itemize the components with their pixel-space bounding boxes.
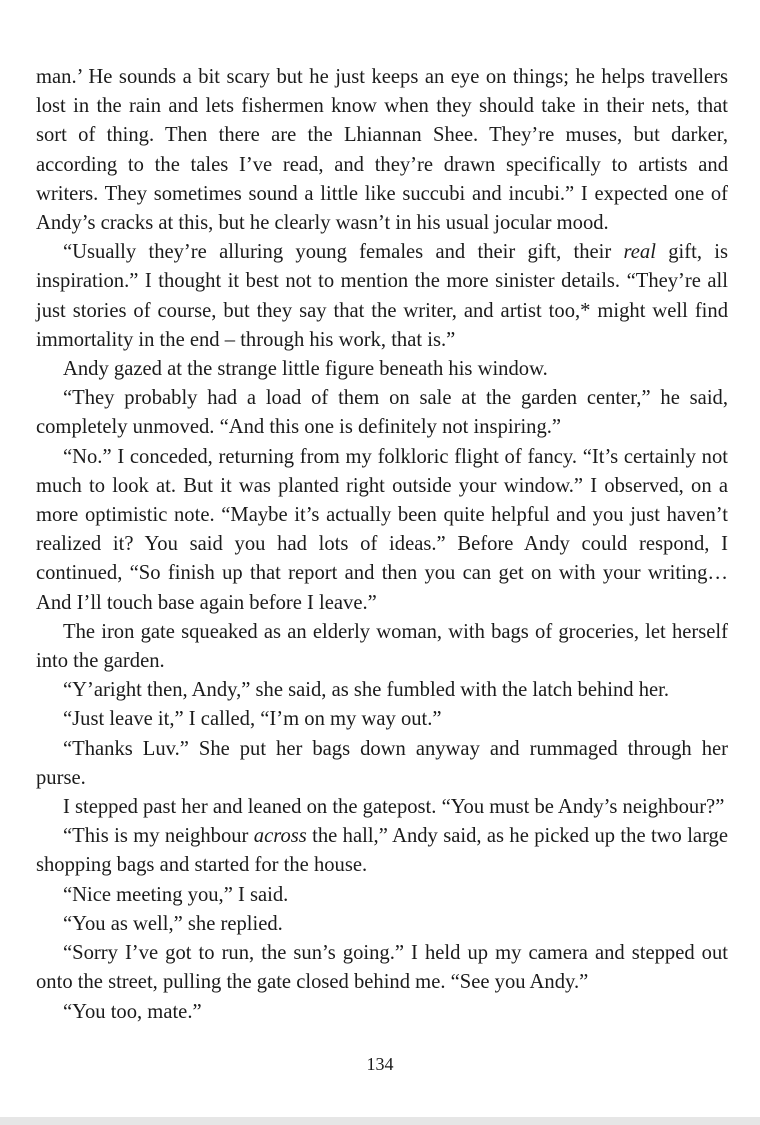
paragraph-5 [36,443,728,618]
emphasis-text: real [623,241,656,264]
paragraph-text: “Nice meeting you,” I said. [63,883,289,906]
paragraph-text: “Usually they’re alluring young females and their gift, their [63,241,624,264]
paragraph-text: “Sorry I’ve got to run, the sun’s going.” I held up my camera and stepped out onto the street, pulling the gate closed behind me. “See you Andy.” [36,942,728,994]
paragraph-text: the hall,” Andy said, as he picked up the two large shopping bags and started for the house. [36,825,728,877]
bottom-border [0,1117,760,1125]
paragraph-7 [36,676,728,705]
paragraph-text: “They probably had a load of them on sale at the garden center,” he said, completely unmoved. “And this one is definitely not inspiring.” [36,387,728,439]
paragraph-4 [36,384,728,442]
paragraph-15 [36,998,728,1027]
paragraph-text: The iron gate squeaked as an elderly woman, with bags of groceries, let herself into the garden. [36,620,728,673]
paragraph-text: “No.” I conceded, returning from my folkloric flight of fancy. “It’s certainly not much to look at. But it was planted right outside your window.” I observed, on a more optimistic note. “Maybe it’s actually been quite helpful and you just haven’t realized it? You said you had lots of ideas.” Before Andy could respond, I continued, “So finish up that report and then you can get on with your writing… And I’ll touch base again before I leave.” [36,445,728,614]
paragraph-13 [36,910,728,939]
paragraph-text: man.’ He sounds a bit scary but he just keeps an eye on things; he helps travellers lost in the rain and lets fishermen know when they should take in their nets, that sort of thing. Then there are the Lhiannan Shee. They’re muses, but darker, according to the tales I’ve read, and they’re drawn specifically to artists and writers. They sometimes sound a little like succubi and incubi.” I expected one of Andy’s cracks at this, but he clearly wasn’t in his usual jocular mood. [36,66,728,235]
page-number: 134 [366,1054,394,1074]
paragraph-3 [36,355,728,384]
paragraph-14 [36,939,728,997]
paragraph-8 [36,705,728,734]
paragraph-1 [36,63,728,238]
paragraph-text: “You as well,” she replied. [63,912,283,935]
paragraph-text: I stepped past her and leaned on the gatepost. “You must be Andy’s neighbour?” [63,796,725,819]
paragraph-6 [36,618,728,676]
paragraph-12 [36,881,728,910]
paragraph-text: “Thanks Luv.” She put her bags down anyway and rummaged through her purse. [36,737,728,789]
paragraph-text: “This is my neighbour [63,825,254,848]
paragraph-2 [36,238,728,355]
emphasis-text: across [253,825,307,848]
paragraph-9 [36,735,728,793]
paragraph-text: “Y’aright then, Andy,” she said, as she fumbled with the latch behind her. [63,679,670,702]
paragraph-text: Andy gazed at the strange little figure beneath his window. [63,358,548,381]
paragraph-10 [36,793,728,822]
paragraph-text: “Just leave it,” I called, “I’m on my way out.” [63,708,442,731]
paragraph-text: gift, is inspiration.” I thought it best not to mention the more sinister details. “They’re all just stories of course, but they say that the writer, and artist too,* might well find immortality in the end – through his work, that is.” [36,241,729,351]
page-body [36,63,728,1027]
paragraph-text: “You too, mate.” [63,1000,202,1023]
paragraph-11 [36,822,728,880]
